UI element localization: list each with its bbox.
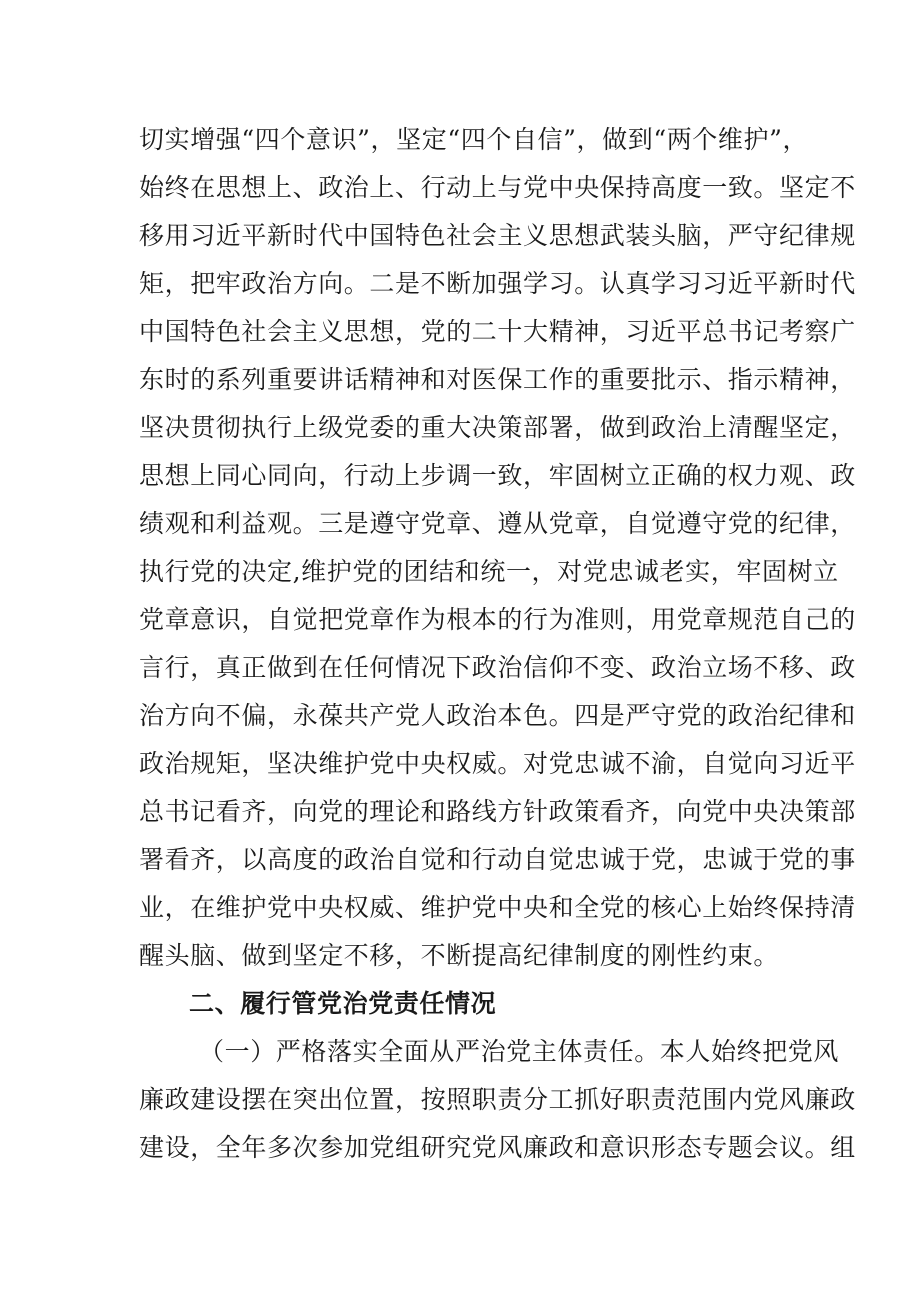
body-line: 总书记看齐，向党的理论和路线方针政策看齐，向党中央决策部 <box>139 797 856 826</box>
body-line: 业，在维护党中央权威、维护党中央和全党的核心上始终保持清 <box>139 893 856 922</box>
body-line: 矩，把牢政治方向。二是不断加强学习。认真学习习近平新时代 <box>139 269 856 298</box>
body-line: 言行，真正做到在任何情况下政治信仰不变、政治立场不移、政 <box>139 653 856 682</box>
body-line: 思想上同心同向，行动上步调一致，牢固树立正确的权力观、政 <box>139 461 856 490</box>
body-line: 党章意识，自觉把党章作为根本的行为准则，用党章规范自己的 <box>139 605 856 634</box>
body-line: 移用习近平新时代中国特色社会主义思想武装头脑，严守纪律规 <box>139 221 856 250</box>
body-line: 治方向不偏，永葆共产党人政治本色。四是严守党的政治纪律和 <box>139 701 856 730</box>
body-line: 东时的系列重要讲话精神和对医保工作的重要批示、指示精神， <box>139 365 856 394</box>
body-line: 始终在思想上、政治上、行动上与党中央保持高度一致。坚定不 <box>139 173 856 202</box>
body-line: 绩观和利益观。三是遵守党章、遵从党章，自觉遵守党的纪律， <box>139 509 856 538</box>
body-line: 中国特色社会主义思想，党的二十大精神，习近平总书记考察广 <box>139 317 856 346</box>
body-line: 署看齐，以高度的政治自觉和行动自觉忠诚于党，忠诚于党的事 <box>139 845 856 874</box>
body-line: 执行党的决定,维护党的团结和统一，对党忠诚老实，牢固树立 <box>139 557 839 586</box>
body-line: 坚决贯彻执行上级党委的重大决策部署，做到政治上清醒坚定， <box>139 413 856 442</box>
body-line: 醒头脑、做到坚定不移，不断提高纪律制度的刚性约束。 <box>139 941 780 970</box>
section-line: 廉政建设摆在突出位置，按照职责分工抓好职责范围内党风廉政 <box>139 1085 856 1114</box>
body-line: 政治规矩，坚决维护党中央权威。对党忠诚不渝，自觉向习近平 <box>139 749 856 778</box>
section-line: 建设，全年多次参加党组研究党风廉政和意识形态专题会议。组 <box>139 1133 856 1162</box>
section-line: （一）严格落实全面从严治党主体责任。本人始终把党风 <box>199 1037 840 1066</box>
section-heading: 二、履行管党治党责任情况 <box>189 989 497 1018</box>
body-line: 切实增强“四个意识”，坚定“四个自信”，做到“两个维护”， <box>139 125 809 154</box>
